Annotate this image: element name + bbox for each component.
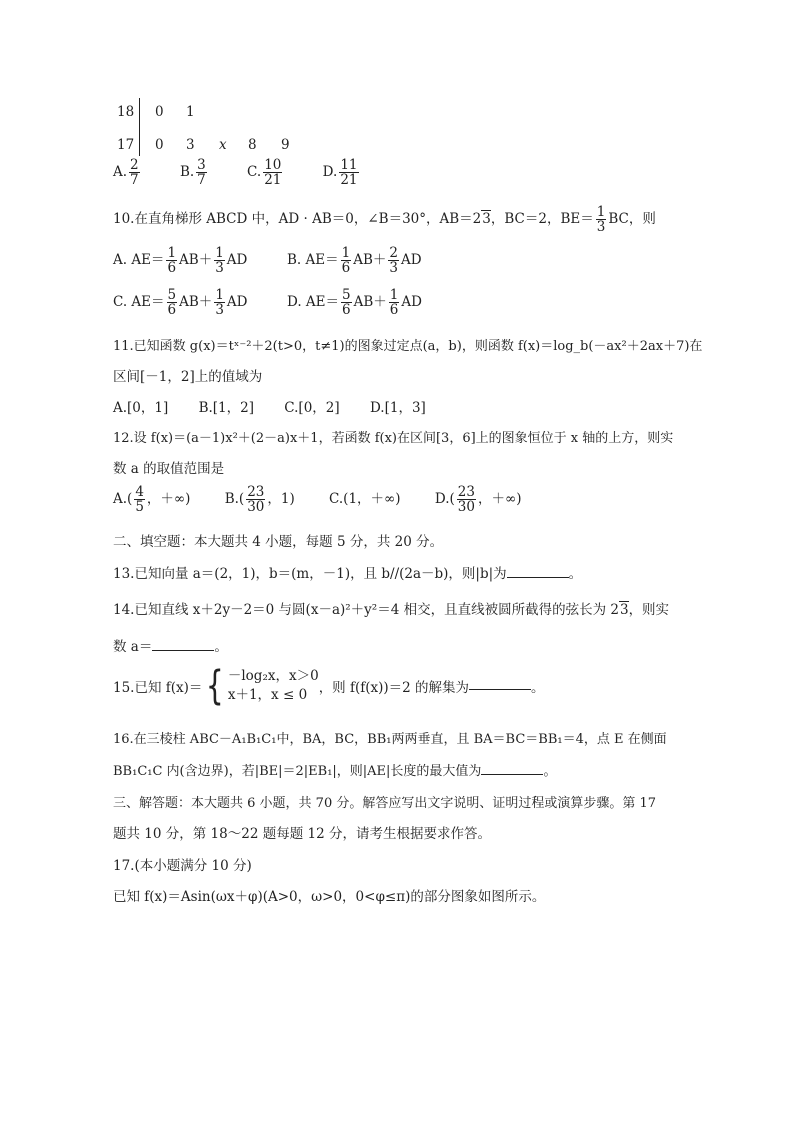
q12-options xyxy=(113,485,521,514)
stem-18: 18 xyxy=(117,104,135,120)
leaf: 0 xyxy=(155,137,164,153)
leaf: 8 xyxy=(248,137,257,153)
option-b: B.( $\frac{23}{30}$ ，1) xyxy=(224,484,295,516)
q13: 13.已知向量 a＝(2，1)，b＝(m，－1)，且 b//(2a－b)，则|b|为 。 xyxy=(113,566,583,582)
option-a: A.[0，1] xyxy=(113,400,169,416)
option-d: D.( $\frac{23}{30}$ ，＋∞) xyxy=(434,484,522,516)
option-c: C.[0，2] xyxy=(284,400,340,416)
stem-17: 17 xyxy=(117,137,135,153)
section-2-heading: 二、填空题：本大题共 4 小题，每题 5 分，共 20 分。 xyxy=(113,534,444,550)
section-3-heading-line2: 题共 10 分，第 18～22 题每题 12 分，请考生根据要求作答。 xyxy=(113,826,491,842)
leaf: x xyxy=(219,137,227,153)
q11-line1: 11.已知函数 g(x)＝tˣ⁻²＋2(t>0，t≠1)的图象过定点(a，b)，则函数 f(x)＝log_b(－ax²＋2ax＋7)在 xyxy=(113,339,703,354)
option-d: D. $\frac{11}{21}$ xyxy=(322,157,358,189)
q17-text: 已知 f(x)＝Asin(ωx＋φ)(A>0，ω>0，0<φ≤π)的部分图象如图所示。 xyxy=(113,889,546,905)
q11-line2: 区间[－1，2]上的值域为 xyxy=(113,369,263,385)
option-a: A. $\frac{2}{7}$ xyxy=(113,157,139,189)
q12-line2: 数 a 的取值范围是 xyxy=(113,461,225,477)
q9-options xyxy=(113,158,361,187)
q10-option-c: C. AE＝ $\frac{5}{6}$ AB＋ $\frac{1}{3}$ AD xyxy=(113,287,248,319)
section-3-heading-line1: 三、解答题：本大题共 6 小题，共 70 分。解答应写出文字说明、证明过程或演算步骤。第 17 xyxy=(113,796,657,811)
q10-option-a: A. AE＝ $\frac{1}{6}$ AB＋ $\frac{1}{3}$ AD xyxy=(113,245,248,277)
q12-line1: 12.设 f(x)＝(a－1)x²＋(2－a)x＋1，若函数 f(x)在区间[3，6]上的图象恒位于 x 轴的上方，则实 xyxy=(113,431,674,446)
answer-blank xyxy=(481,773,543,775)
leaf: 3 xyxy=(186,137,195,153)
option-a: A.( $\frac{4}{5}$ ，＋∞) xyxy=(113,484,191,516)
q16-line1: 16.在三棱柱 ABC－A₁B₁C₁中，BA，BC，BB₁两两垂直，且 BA＝BC＝BB₁＝4，点 E 在侧面 xyxy=(113,732,667,747)
leaf: 1 xyxy=(186,104,195,120)
option-d: D.[1，3] xyxy=(369,400,426,416)
leaf: 0 xyxy=(155,104,164,120)
option-b: B. $\frac{3}{7}$ xyxy=(179,157,206,189)
q10-option-d: D. AE＝ $\frac{5}{6}$ AB＋ $\frac{1}{6}$ AD xyxy=(287,287,422,319)
q14-line1: 14.已知直线 x＋2y－2＝0 与圆(x－a)²＋y²＝4 相交，且直线被圆所截得的弦长为 23，则实 xyxy=(113,602,670,618)
q14-line2: 数 a＝ 。 xyxy=(113,639,228,655)
option-c: C. $\frac{10}{21}$ xyxy=(247,157,282,189)
q15: 15.已知 f(x)＝{ －log₂x，x＞0 x＋1，x ≤ 0 ，则 f(f(x))＝2 的解集为 。 xyxy=(113,663,545,709)
option-c: C.(1，＋∞) xyxy=(329,491,401,508)
stem-divider xyxy=(139,98,140,156)
q11-options xyxy=(113,396,426,416)
q16-line2: BB₁C₁C 内(含边界)，若|BE|＝2|EB₁|，则|AE|长度的最大值为 。 xyxy=(113,764,557,779)
answer-blank xyxy=(469,688,531,690)
option-b: B.[1，2] xyxy=(198,400,254,416)
q10-stem: 10.在直角梯形 ABCD 中，AD · AB＝0，∠B＝30°，AB＝23，BC＝2，BE＝ $\frac{1}{3}$ BC，则 xyxy=(113,204,656,236)
q17-title: 17.(本小题满分 10 分) xyxy=(113,858,252,874)
leaf: 9 xyxy=(281,137,290,153)
q10-option-b: B. AE＝ $\frac{1}{6}$ AB＋ $\frac{2}{3}$ AD xyxy=(287,245,422,277)
answer-blank xyxy=(152,649,214,651)
answer-blank xyxy=(507,576,569,578)
